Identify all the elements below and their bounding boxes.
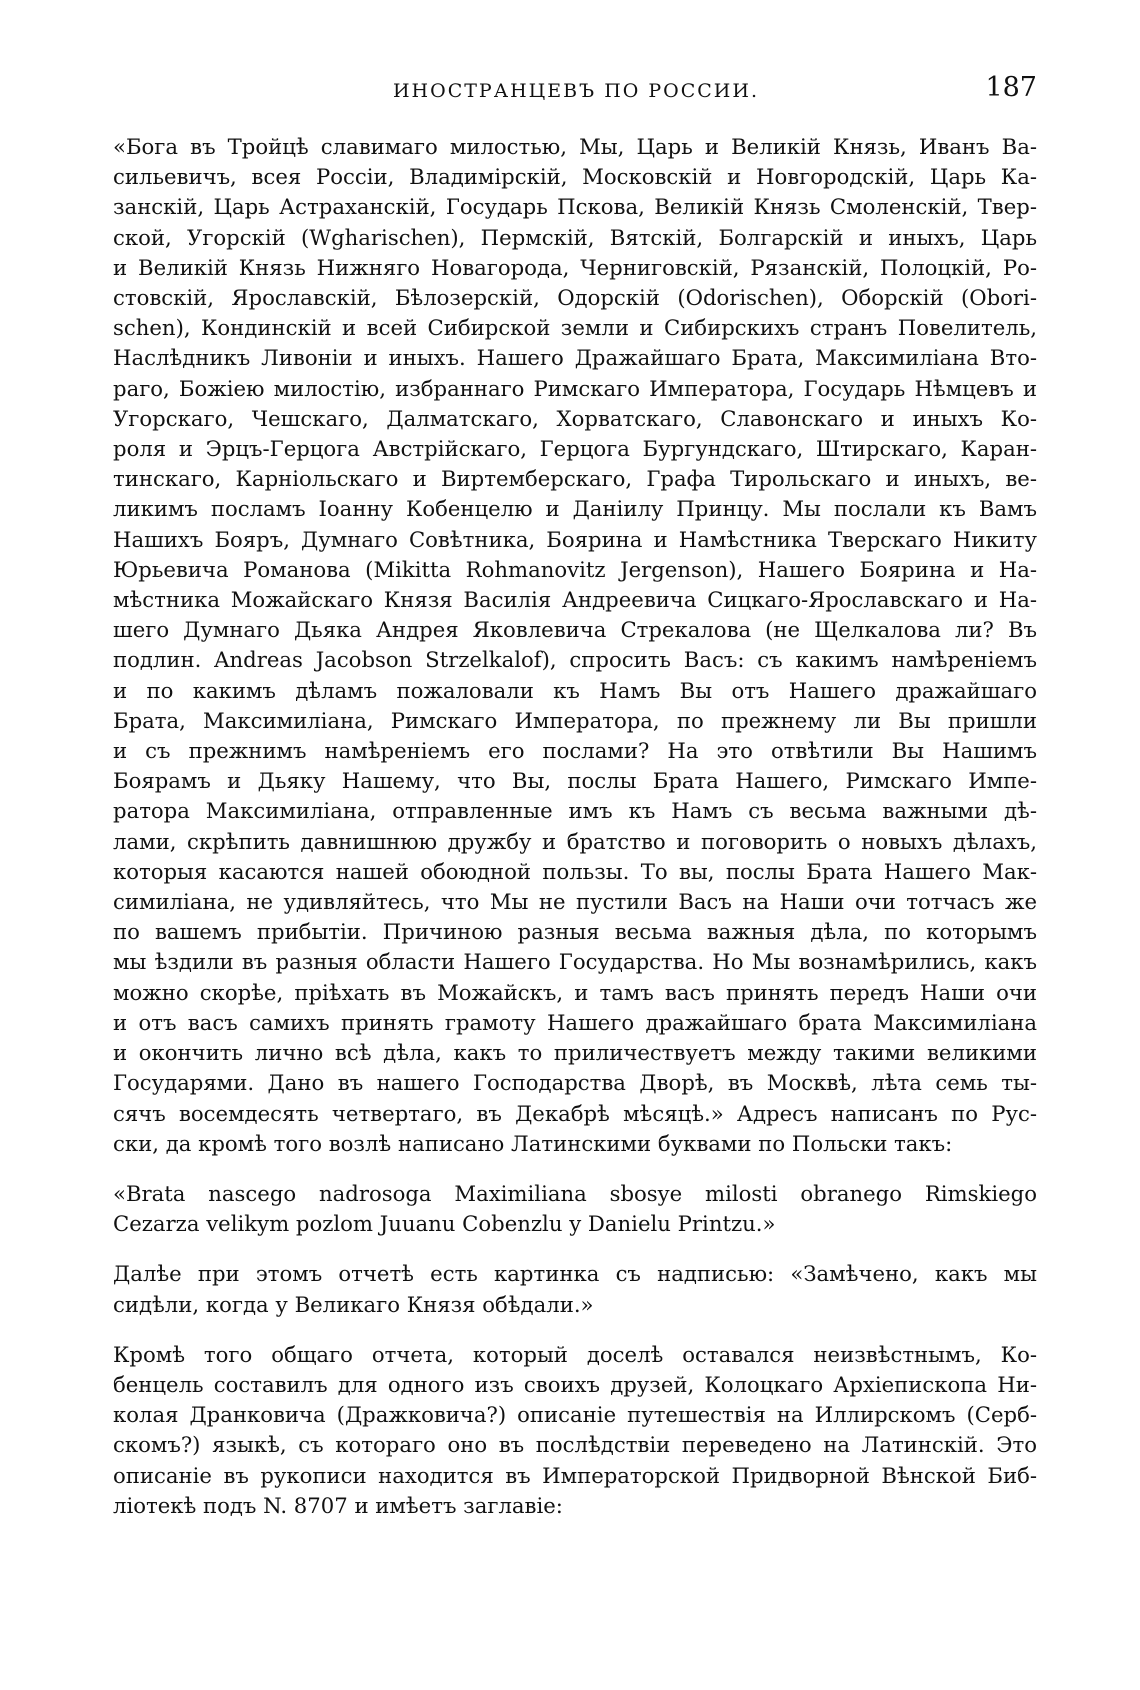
text-line: симиліана, не удивляйтесь, что Мы не пустили Васъ на Наши очи тотчасъ же bbox=[113, 889, 1037, 915]
text-line: скомъ?) языкѣ, съ котораго оно въ послѣдствіи переведено на Латинскій. Это bbox=[113, 1432, 1037, 1458]
text-line: Брата, Максимиліана, Римскаго Императора, по прежнему ли Вы пришли bbox=[113, 707, 1037, 733]
page-body bbox=[113, 132, 1037, 1521]
paragraph-latin-address bbox=[113, 1179, 1037, 1239]
text-line: ликимъ посламъ Іоанну Кобенцелю и Даніилу Принцу. Мы послали къ Вамъ bbox=[113, 496, 1037, 522]
text-line: и окончить лично всѣ дѣла, какъ то приличествуетъ между такими великими bbox=[113, 1040, 1037, 1066]
text-line: ліотекѣ подъ N. 8707 и имѣетъ заглавіе: bbox=[113, 1492, 563, 1518]
text-line: можно скорѣе, пріѣхать въ Можайскъ, и тамъ васъ принять передъ Наши очи bbox=[113, 979, 1037, 1005]
text-line: schen), Кондинскій и всей Сибирской земли и Сибирскихъ странъ Повелитель, bbox=[113, 315, 1037, 341]
text-line: колая Дранковича (Дражковича?) описаніе путешествія на Иллирскомъ (Серб- bbox=[113, 1402, 1037, 1428]
text-line: ской, Угорскій (Wgharischen), Пермскій, Вятскій, Болгарскій и иныхъ, Царь bbox=[113, 224, 1037, 250]
text-line: раго, Божіею милостію, избраннаго Римскаго Императора, Государь Нѣмцевъ и bbox=[113, 375, 1037, 401]
text-line: сильевичъ, всея Россіи, Владимірскій, Московскій и Новгородскій, Царь Ка- bbox=[113, 164, 1037, 190]
text-line: мѣстника Можайскаго Князя Василія Андреевича Сицкаго-Ярославскаго и На- bbox=[113, 587, 1037, 613]
text-line: и съ прежнимъ намѣреніемъ его послами? На это отвѣтили Вы Нашимъ bbox=[113, 738, 1037, 764]
text-line: и Великій Князь Нижняго Новагорода, Черниговскій, Рязанскій, Полоцкій, Ро- bbox=[113, 254, 1037, 280]
text-line: Кромѣ того общаго отчета, который доселѣ оставался неизвѣстнымъ, Ко- bbox=[113, 1341, 1037, 1367]
text-line: бенцель составилъ для одного изъ своихъ друзей, Колоцкаго Архіепископа Ни- bbox=[113, 1371, 1037, 1397]
paragraph-cobenzl-report bbox=[113, 1340, 1037, 1521]
text-line: подлин. Andreas Jacobson Strzelkalof), спросить Васъ: съ какимъ намѣреніемъ bbox=[113, 647, 1037, 673]
text-line: сидѣли, когда у Великаго Князя обѣдали.» bbox=[113, 1291, 594, 1317]
running-title: ИНОСТРАНЦЕВЪ ПО РОССИИ. bbox=[392, 80, 759, 102]
text-line: Наслѣдникъ Ливоніи и иныхъ. Нашего Дражайшаго Брата, Максимиліана Вто- bbox=[113, 345, 1037, 371]
paragraph-picture-note bbox=[113, 1259, 1037, 1319]
text-line: тинскаго, Карніольскаго и Виртемберскаго, Графа Тирольскаго и иныхъ, ве- bbox=[113, 466, 1037, 492]
text-line: роля и Эрцъ-Герцога Австрійскаго, Герцога Бургундскаго, Штирскаго, Каран- bbox=[113, 436, 1037, 462]
text-line: Cezarza velikym pozlom Juuanu Cobenzlu y Danielu Printzu.» bbox=[113, 1211, 776, 1237]
text-line: Боярамъ и Дьяку Нашему, что Вы, послы Брата Нашего, Римскаго Импе- bbox=[113, 768, 1037, 794]
text-line: «Brata nascego nadrosoga Maximiliana sbosye milosti obranego Rimskiego bbox=[113, 1180, 1037, 1206]
text-line: Государями. Дано въ нашего Господарства Дворѣ, въ Москвѣ, лѣта семь ты- bbox=[113, 1070, 1037, 1096]
text-line: Юрьевича Романова (Mikitta Rohmanovitz Jergenson), Нашего Боярина и На- bbox=[113, 556, 1037, 582]
text-line: Далѣе при этомъ отчетѣ есть картинка съ надписью: «Замѣчено, какъ мы bbox=[113, 1261, 1037, 1287]
text-line: ски, да кромѣ того возлѣ написано Латинскими буквами по Польски такъ: bbox=[113, 1130, 953, 1156]
text-line: которыя касаются нашей обоюдной пользы. То вы, послы Брата Нашего Мак- bbox=[113, 858, 1037, 884]
text-line: ратора Максимиліана, отправленные имъ къ Намъ съ весьма важными дѣ- bbox=[113, 798, 1037, 824]
text-line: лами, скрѣпить давнишнюю дружбу и братство и поговорить о новыхъ дѣлахъ, bbox=[113, 828, 1037, 854]
text-line: занскій, Царь Астраханскій, Государь Пскова, Великій Князь Смоленскій, Твер- bbox=[113, 194, 1037, 220]
text-line: шего Думнаго Дьяка Андрея Яковлевича Стрекалова (не Щелкалова ли? Въ bbox=[113, 617, 1037, 643]
page-header bbox=[115, 72, 1037, 112]
text-line: и по какимъ дѣламъ пожаловали къ Намъ Вы отъ Нашего дражайшаго bbox=[113, 677, 1037, 703]
text-line: и отъ васъ самихъ принять грамоту Нашего дражайшаго брата Максимиліана bbox=[113, 1009, 1037, 1035]
text-line: стовскій, Ярославскій, Бѣлозерскій, Одорскій (Odorischen), Оборскій (Obori- bbox=[113, 285, 1037, 311]
text-line: описаніе въ рукописи находится въ Императорской Придворной Вѣнской Биб- bbox=[113, 1462, 1037, 1488]
text-line: сячъ восемдесять четвертаго, въ Декабрѣ мѣсяцѣ.» Адресъ написанъ по Рус- bbox=[113, 1100, 1037, 1126]
text-line: Угорскаго, Чешскаго, Далматскаго, Хорватскаго, Славонскаго и иныхъ Ко- bbox=[113, 405, 1037, 431]
text-line: мы ѣздили въ разныя области Нашего Государства. Но Мы вознамѣрились, какъ bbox=[113, 949, 1037, 975]
text-line: «Бога въ Тройцѣ славимаго милостью, Мы, Царь и Великій Князь, Иванъ Ва- bbox=[113, 134, 1037, 159]
text-line: Нашихъ Бояръ, Думнаго Совѣтника, Боярина и Намѣстника Тверскаго Никиту bbox=[113, 526, 1037, 552]
page-number: 187 bbox=[985, 72, 1037, 103]
text-line: по вашемъ прибытіи. Причиною разныя весьма важныя дѣла, по которымъ bbox=[113, 919, 1037, 945]
paragraph-letter bbox=[113, 132, 1037, 1159]
